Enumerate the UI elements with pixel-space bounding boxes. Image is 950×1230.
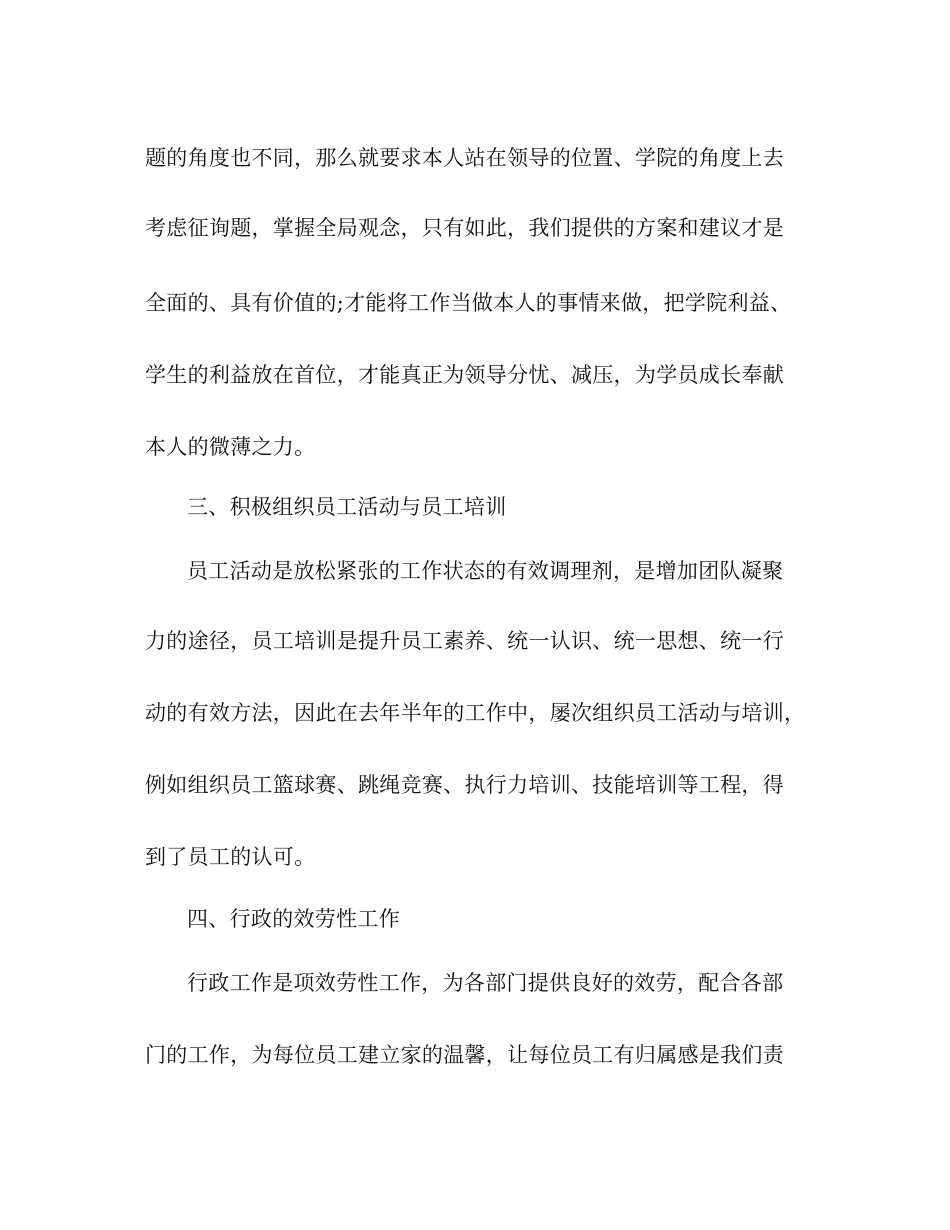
paragraph-line: 力的途径，员工培训是提升员工素养、统一认识、统一思想、统一行 [145,629,784,653]
paragraph-line: 行政工作是项效劳性工作，为各部门提供良好的效劳，配合各部 [187,971,784,995]
paragraph-line: 到了员工的认可。 [145,845,316,869]
paragraph-line: 例如组织员工篮球赛、跳绳竞赛、执行力培训、技能培训等工程，得 [145,773,784,797]
paragraph-line: 门的工作，为每位员工建立家的温馨，让每位员工有归属感是我们责 [145,1043,784,1067]
paragraph-line: 学生的利益放在首位，才能真正为领导分忧、减压，为学员成长奉献 [145,363,784,387]
paragraph-line: 全面的、具有价值的;才能将工作当做本人的事情来做，把学院利益、 [145,291,792,315]
paragraph-line: 员工活动是放松紧张的工作状态的有效调理剂，是增加团队凝聚 [187,559,784,583]
paragraph-line: 动的有效方法，因此在去年半年的工作中，屡次组织员工活动与培训， [145,701,806,725]
section-heading: 四、行政的效劳性工作 [187,907,400,931]
paragraph-line: 题的角度也不同，那么就要求本人站在领导的位置、学院的角度上去 [145,146,784,170]
section-heading: 三、积极组织员工活动与员工培训 [187,495,507,519]
paragraph-line: 考虑征询题，掌握全局观念，只有如此，我们提供的方案和建议才是 [145,216,784,240]
paragraph-line: 本人的微薄之力。 [145,435,316,459]
